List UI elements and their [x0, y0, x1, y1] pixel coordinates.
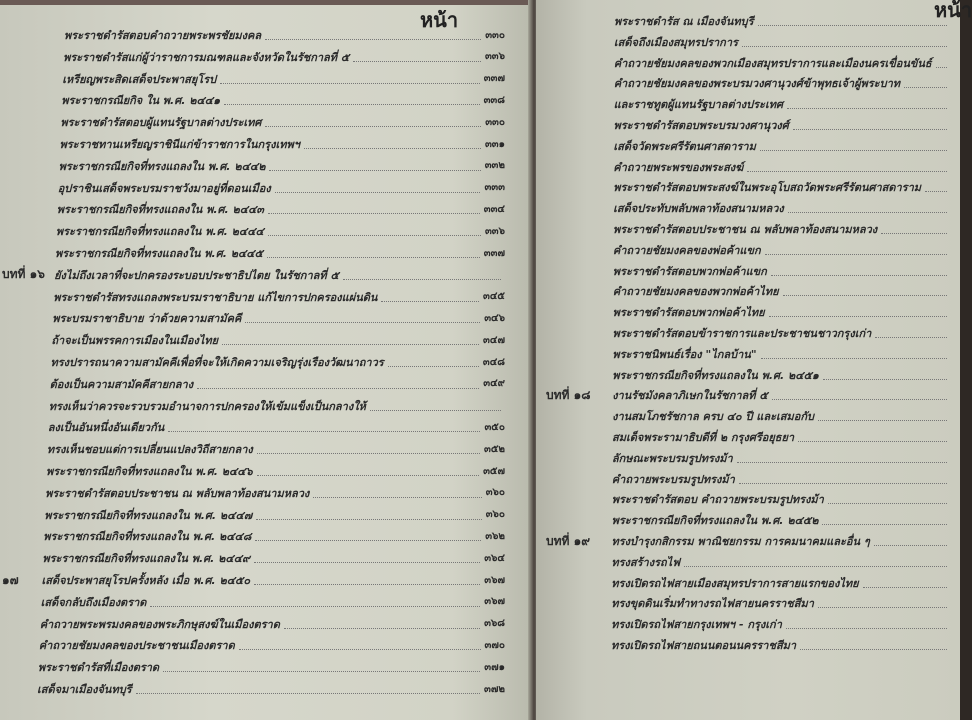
dot-leader — [257, 444, 480, 454]
page-number: ๓๖๐ — [485, 487, 505, 499]
entry-title: พระบรมราชาธิบาย ว่าด้วยความสามัคคี — [52, 312, 242, 326]
dot-leader — [684, 557, 947, 567]
entry-title: ทรงสร้างรถไฟ — [611, 555, 680, 569]
page-number: ๓๖๗ — [484, 596, 505, 608]
dot-leader — [268, 204, 480, 214]
page-number: ๓๕๒ — [483, 443, 505, 455]
toc-entry — [612, 428, 951, 446]
dot-leader — [771, 266, 947, 276]
page-number: ๓๕๐ — [484, 421, 505, 433]
toc-entry — [43, 527, 505, 545]
entry-title: คำถวายพระพรมงคลของพระภิกษุสงฆ์ในเมืองตราด — [39, 617, 280, 631]
entry-title: ถ้าจะเป็นพรรคการเมืองในเมืองไทย — [51, 334, 219, 348]
entry-title: ลงเป็นอันหนึ่งอันเดียวกัน — [47, 421, 165, 435]
dot-leader — [747, 162, 947, 172]
page-number: ๓๓๑ — [484, 138, 505, 150]
dot-leader — [275, 183, 481, 193]
toc-entry — [614, 116, 952, 134]
dot-leader — [769, 307, 947, 317]
entry-title: ทรงเห็นชอบแต่การเปลี่ยนแปลงวิถีสายกลาง — [46, 443, 253, 457]
dot-leader — [798, 432, 947, 442]
entry-title: เสด็จถึงเมืองสมุทรปราการ — [613, 35, 738, 49]
toc-entry — [52, 309, 505, 327]
entry-title: พระราชดำรัสตอบผู้แทนรัฐบาลต่างประเทศ — [60, 116, 262, 130]
toc-entry — [51, 331, 505, 349]
toc-entry — [59, 157, 505, 175]
chapter-number: บทที่ ๑๙ — [546, 533, 591, 548]
page-number: ๓๓๐ — [485, 116, 505, 128]
entry-title: พระราชดำรัสตอบ คำถวายพระบรมรูปทรงม้า — [611, 493, 824, 507]
toc-entry — [546, 386, 951, 404]
page-number: ๓๓๒ — [484, 160, 505, 172]
dot-leader — [936, 58, 947, 68]
entry-title: เสด็จประทับพลับพลาท้องสนามหลวง — [613, 202, 784, 216]
entry-title: ทรงเห็นว่าควรจะรวบรวมอำนาจการปกครองให้เข้มแข็งเป็นกลางให้ — [48, 399, 366, 413]
entry-title: เหรียญพระสิดเสด็จประพาสยุโรป — [62, 72, 217, 86]
toc-entry — [48, 418, 505, 436]
toc-entry — [47, 440, 505, 458]
page-column-header: หน้า — [420, 8, 459, 32]
toc-entry — [60, 113, 505, 131]
entry-title: พระราชดำรัสตอบประชาชน ณ พลับพลาท้องสนามหลวง — [45, 486, 310, 500]
dot-leader — [822, 515, 947, 525]
entry-title: พระราชกรณียกิจที่ทรงแถลงใน พ.ศ. ๒๔๕๒ — [611, 514, 819, 528]
dot-leader — [925, 182, 947, 192]
entry-title: เสด็จประพาสยุโรปครั้งหลัง เมื่อ พ.ศ. ๒๔๕๐ — [41, 574, 251, 587]
page-number: ๓๗๒ — [484, 683, 505, 695]
entry-title: ยังไม่ถึงเวลาที่จะปกครองระบอบประชาธิปไตย ในรัชกาลที่ ๕ — [54, 268, 339, 282]
toc-entry — [64, 26, 505, 44]
page-number: ๓๓๗ — [483, 73, 505, 85]
entry-title: พระราชดำรัสตอบพระสงฆ์ในพระอุโบสถวัดพระศรีรัตนศาสดาราม — [613, 181, 922, 195]
toc-entry — [49, 397, 505, 415]
page-number: ๓๓๔ — [483, 203, 505, 215]
dot-leader — [267, 248, 480, 258]
dot-leader — [863, 578, 947, 588]
page-number: ๓๓๖ — [484, 51, 505, 63]
toc-entry — [40, 615, 505, 633]
chapter-number: บทที่ ๑๘ — [546, 387, 591, 402]
entry-title: พระราชดำรัสที่เมืองตราด — [37, 661, 160, 675]
dot-leader — [761, 349, 947, 359]
dot-leader — [737, 453, 947, 463]
page-number: ๓๓๓ — [484, 182, 505, 194]
entry-title: เสด็จมาเมืองจันทบุรี — [37, 683, 132, 696]
page-number: ๓๔๙ — [483, 378, 505, 390]
entry-title: พระราชกรณียกิจที่ทรงแถลงใน พ.ศ. ๒๔๔๗ — [44, 508, 253, 522]
toc-entry — [611, 553, 951, 571]
dot-leader — [788, 203, 947, 213]
toc-entry — [62, 70, 505, 88]
dot-leader — [222, 335, 479, 345]
page-number: ๓๓๖ — [484, 225, 505, 237]
entry-title: และราชทูตผู้แทนรัฐบาลต่างประเทศ — [613, 98, 783, 112]
page-number: ๓๔๕ — [483, 291, 505, 303]
dot-leader — [245, 313, 480, 323]
toc-entry — [613, 137, 951, 155]
entry-title: พระราชกรณียกิจที่ทรงแถลงใน พ.ศ. ๒๔๔๕ — [55, 247, 263, 260]
page-number: ๓๓๐ — [485, 29, 505, 41]
entry-title: ทรงปรารถนาความสามัคคีเพื่อที่จะให้เกิดความเจริญรุ่งเรืองวัฒนาถาวร — [50, 356, 384, 369]
page-number: ๓๔๖ — [484, 312, 505, 324]
entry-title: พระราชดำรัสทรงแถลงพระบรมราชาธิบาย แก้ไขการปกครองแผ่นดิน — [53, 290, 378, 304]
toc-entry — [614, 74, 951, 92]
toc-entry — [613, 178, 951, 196]
entry-title: พระราชกรณียกิจที่ทรงแถลงใน พ.ศ. ๒๔๔๘ — [43, 530, 252, 544]
dot-leader — [760, 141, 947, 151]
dot-leader — [739, 474, 947, 484]
entry-title: พระราชดำรัสตอบพวกพ่อค้าไทย — [612, 306, 765, 320]
dot-leader — [874, 536, 947, 546]
page-number: ๓๖๗ — [484, 574, 505, 586]
page-number: ๓๖๔ — [484, 552, 505, 564]
entry-title: เสด็จกลับถึงเมืองตราด — [40, 595, 147, 609]
dot-leader — [783, 286, 947, 296]
entry-title: ทรงขุดดินเริ่มทำทางรถไฟสายนครราชสีมา — [611, 597, 814, 611]
dot-leader — [758, 16, 947, 26]
entry-title: ทรงบำรุงกสิกรรม พาณิชยกรรม การคมนาคมและอื่น ๆ — [611, 535, 870, 548]
toc-entry — [611, 574, 951, 592]
dot-leader — [353, 52, 481, 62]
toc-entry — [612, 366, 951, 384]
dot-leader — [254, 575, 480, 585]
dot-leader — [742, 37, 947, 47]
page-number: ๓๖๐ — [485, 509, 505, 521]
toc-entry — [50, 375, 505, 393]
page-number: ๓๗๑ — [484, 661, 505, 673]
toc-entry — [612, 470, 951, 488]
dot-leader — [269, 161, 480, 171]
toc-entry — [53, 288, 505, 306]
entry-title: พระราชกรณียกิจที่ทรงแถลงใน พ.ศ. ๒๔๕๑ — [612, 368, 819, 382]
page-column-header: หน้า — [934, 0, 972, 22]
toc-entry — [614, 33, 951, 51]
entry-title: คำถวายชัยมงคลของพวกเมืองสมุทรปราการและเมืองนครเขื่อนขันธ์ — [613, 56, 932, 70]
chapter-number: ๑๗ — [2, 572, 19, 587]
toc-entry — [611, 636, 951, 654]
toc-entry — [614, 54, 951, 72]
entry-title: คำถวายพระบรมรูปทรงม้า — [611, 472, 735, 486]
dot-leader — [163, 662, 480, 672]
entry-title: ทรงเปิดรถไฟสายถนนตอนนครราชสีมา — [611, 639, 797, 652]
dot-leader — [370, 401, 501, 411]
page-number: ๓๔๗ — [483, 334, 505, 346]
entry-title: พระราชดำรัสตอบพวกพ่อค้าแขก — [612, 264, 767, 278]
toc-entry — [2, 571, 506, 589]
page-number: ๓๕๗ — [483, 465, 505, 477]
entry-title: พระราชทานเหรียญราชินีแก่ข้าราชการในกรุงเทพฯ — [59, 138, 300, 151]
toc-entry — [41, 593, 505, 611]
entry-title: ลักษณะพระบรมรูปทรงม้า — [611, 451, 733, 465]
dot-leader — [388, 357, 479, 367]
dot-leader — [904, 78, 947, 88]
toc-entry — [614, 95, 951, 113]
entry-title: คำถวายชัยมงคลของประชาชนเมืองตราด — [38, 639, 235, 653]
dot-leader — [881, 224, 947, 234]
dot-leader — [765, 245, 947, 255]
entry-title: คำถวายชัยมงคลของพ่อค้าแขก — [612, 243, 761, 257]
dot-leader — [313, 488, 481, 498]
toc-entry — [612, 449, 951, 467]
page-number: ๓๓๗ — [483, 247, 505, 259]
dot-leader — [343, 270, 501, 280]
toc-entry — [55, 244, 505, 262]
toc-entry — [46, 462, 505, 480]
dot-leader — [800, 640, 947, 650]
dot-leader — [254, 553, 480, 563]
entry-title: พระราชดำรัสตอบข้าราชการและประชาชนชาวกรุงเก่า — [612, 327, 872, 340]
entry-title: ทรงเปิดรถไฟสายเมืองสมุทรปราการสายแรกของไทย — [611, 576, 859, 590]
entry-title: พระราชกรณียกิจที่ทรงแถลงใน พ.ศ. ๒๔๔๖ — [46, 465, 253, 478]
entry-title: พระราชกรณียกิจที่ทรงแถลงใน พ.ศ. ๒๔๔๙ — [42, 552, 251, 566]
entry-title: พระราชดำรัสตอบพระบรมวงศานุวงศ์ — [613, 119, 789, 132]
entry-title: อุปราชินเสด็จพระบรมราชวังมาอยู่ที่ดอนเมือง — [57, 181, 271, 195]
dot-leader — [168, 422, 480, 432]
dot-leader — [284, 619, 480, 629]
toc-entry — [613, 158, 951, 176]
entry-title: พระราชดำรัสตอบคำถวายพระพรชัยมงคล — [64, 29, 262, 42]
toc-entry — [612, 345, 951, 363]
dot-leader — [828, 494, 947, 504]
dot-leader — [772, 390, 947, 400]
dot-leader — [265, 117, 481, 127]
page-number: ๓๔๘ — [482, 356, 505, 368]
toc-entry — [37, 680, 505, 698]
dot-leader — [265, 30, 481, 40]
dot-leader — [220, 74, 480, 84]
toc-entry — [613, 199, 951, 217]
toc-entry — [38, 658, 505, 676]
dot-leader — [793, 120, 947, 130]
toc-entry — [39, 636, 505, 654]
toc-entry — [546, 532, 952, 550]
entry-title: คำถวายชัยมงคลของพระบรมวงศานุวงศ์ข้าพุทธเจ้าผู้พระบาท — [613, 77, 900, 91]
dot-leader — [818, 598, 947, 608]
entry-title: งานสมโภชรัชกาล ครบ ๔๐ ปี และเสมอกับ — [612, 410, 815, 424]
toc-entry — [613, 282, 951, 300]
entry-title: เสด็จวัดพระศรีรัตนศาสดาราม — [613, 139, 756, 153]
dot-leader — [381, 292, 479, 302]
toc-entry — [60, 135, 506, 153]
entry-title: สมเด็จพระรามาธิบดีที่ ๒ กรุงศรีอยุธยา — [612, 431, 795, 444]
dot-leader — [257, 466, 479, 476]
toc-entry — [612, 511, 951, 529]
entry-title: ทรงเปิดรถไฟสายกรุงเทพฯ - กรุงเก่า — [611, 618, 782, 632]
chapter-number: บทที่ ๑๖ — [2, 267, 45, 282]
page-number: ๓๗๐ — [484, 639, 505, 651]
toc-entry — [56, 222, 505, 240]
entry-title: พระราชกรณียกิจที่ทรงแถลงใน พ.ศ. ๒๔๔๒ — [58, 159, 266, 173]
page-number: ๓๖๒ — [485, 530, 505, 542]
toc-entry — [612, 490, 951, 508]
toc-entry — [611, 594, 951, 612]
toc-entry — [57, 200, 505, 218]
dot-leader — [136, 684, 480, 694]
entry-title: พระราชดำรัสแก่ผู้ว่าราชการมณฑลและจังหวัดในรัชกาลที่ ๕ — [63, 50, 350, 64]
dot-leader — [786, 619, 947, 629]
entry-title: คำถวายชัยมงคลของพวกพ่อค้าไทย — [612, 285, 779, 299]
entry-title: พระราชนิพนธ์เรื่อง "ไกลบ้าน" — [612, 347, 757, 361]
dot-leader — [150, 597, 480, 607]
dot-leader — [304, 139, 481, 149]
dot-leader — [256, 510, 482, 520]
dot-leader — [255, 531, 481, 541]
toc-entry — [612, 407, 951, 425]
dot-leader — [268, 226, 481, 236]
dot-leader — [239, 640, 481, 650]
page-number: ๓๓๘ — [483, 94, 505, 106]
entry-title: พระราชดำรัสตอบประชาชน ณ พลับพลาท้องสนามหลวง — [613, 223, 878, 236]
toc-entry — [613, 262, 951, 280]
entry-title: ต้องเป็นความสามัคคีสายกลาง — [49, 377, 194, 391]
toc-entry — [613, 241, 951, 259]
entry-title: พระราชกรณียกิจ ใน พ.ศ. ๒๔๔๑ — [61, 94, 221, 108]
entry-title: พระราชกรณียกิจที่ทรงแถลงใน พ.ศ. ๒๔๔๓ — [56, 203, 264, 217]
toc-entry — [45, 484, 505, 502]
page-number: ๓๖๘ — [484, 618, 505, 630]
dot-leader — [823, 370, 947, 380]
right-page — [536, 0, 972, 720]
dot-leader — [197, 379, 479, 389]
dot-leader — [224, 95, 480, 105]
toc-entry — [613, 220, 951, 238]
dot-leader — [875, 328, 947, 338]
entry-title: คำถวายพระพรของพระสงฆ์ — [613, 160, 744, 174]
toc-entry — [2, 266, 505, 284]
toc-entry — [44, 506, 505, 524]
dot-leader — [787, 99, 947, 109]
toc-entry — [611, 615, 951, 633]
toc-entry — [613, 324, 952, 342]
toc-entry — [58, 179, 505, 197]
entry-title: พระราชดำรัส ณ เมืองจันทบุรี — [614, 15, 754, 28]
toc-entry — [63, 48, 505, 66]
toc-entry — [42, 549, 505, 567]
toc-entry — [51, 353, 506, 371]
toc-entry — [613, 303, 951, 321]
entry-title: พระราชกรณียกิจที่ทรงแถลงใน พ.ศ. ๒๔๔๔ — [55, 225, 264, 239]
dot-leader — [818, 411, 947, 421]
toc-entry — [614, 12, 951, 30]
entry-title: งานรัชมังคลาภิเษกในรัชกาลที่ ๕ — [612, 389, 768, 403]
toc-entry — [61, 91, 505, 109]
